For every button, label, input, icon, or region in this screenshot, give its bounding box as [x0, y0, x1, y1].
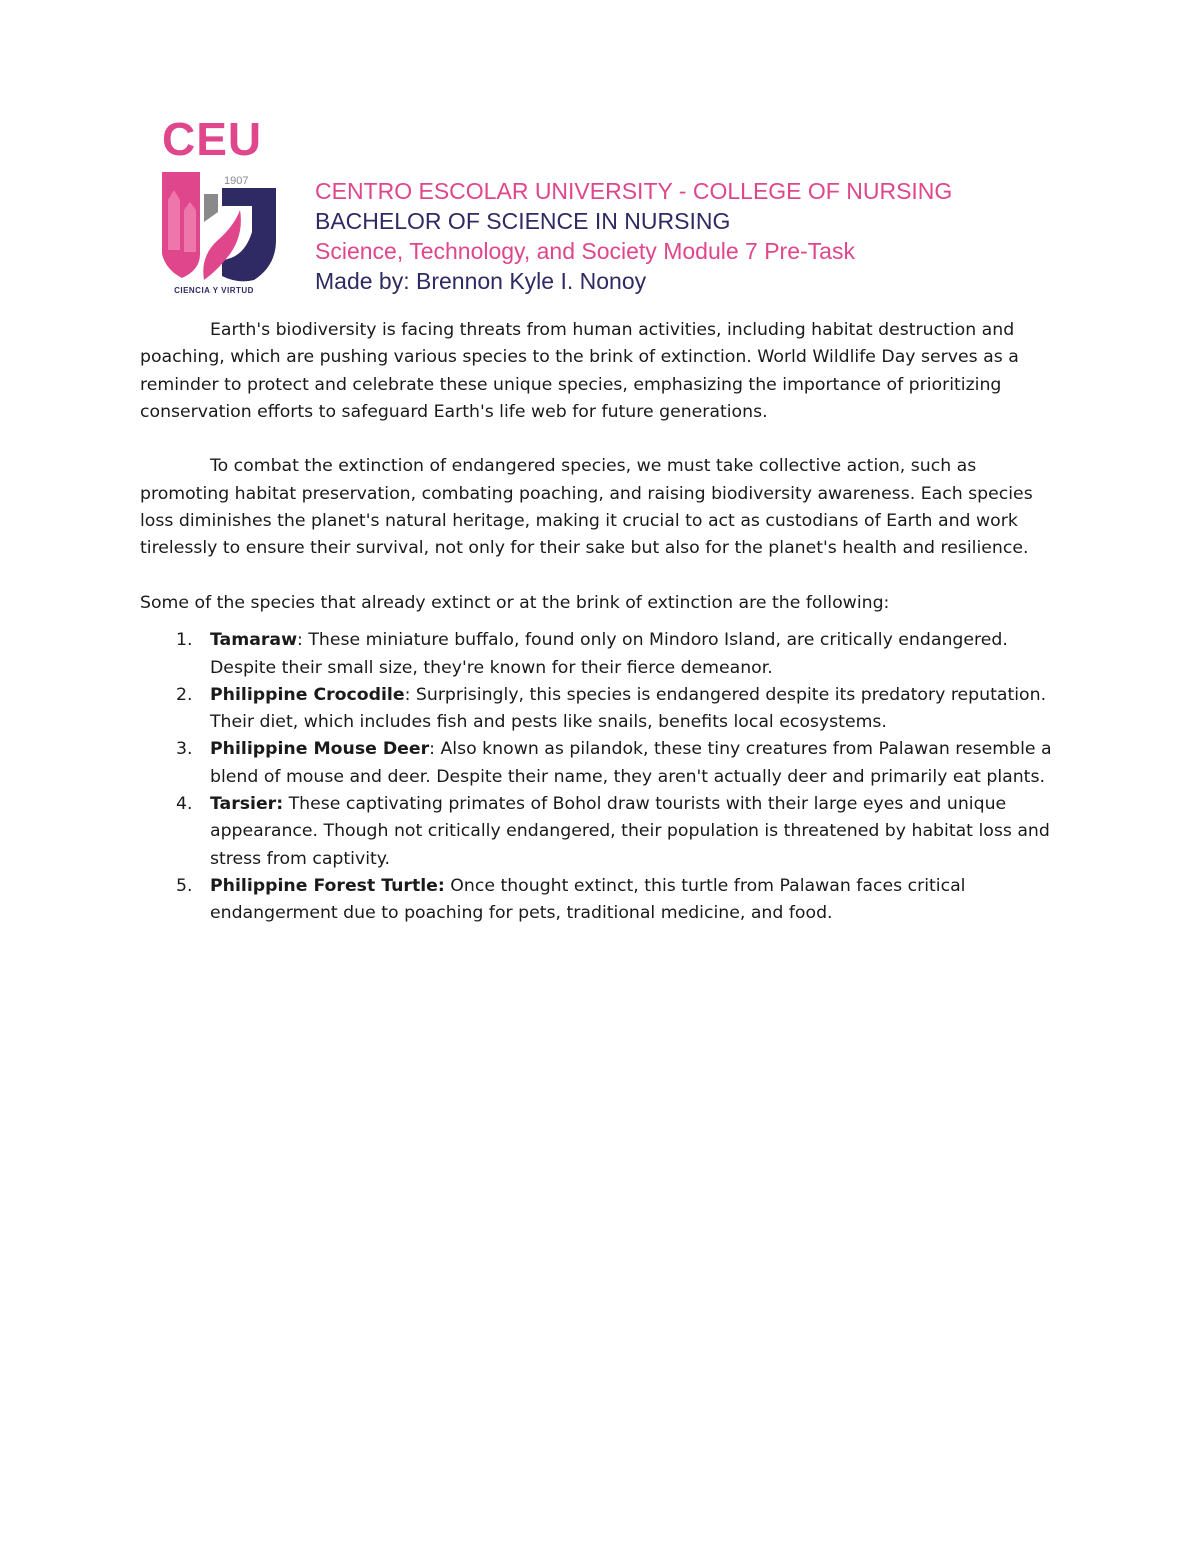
list-number: 3. — [176, 739, 193, 760]
species-intro: Some of the species that already extinct or at the brink of extinction are the following: — [140, 592, 890, 613]
list-number: 2. — [176, 684, 193, 705]
ceu-logo — [140, 110, 288, 310]
species-description: These captivating primates of Bohol draw tourists with their large eyes and unique appearance. Though not critically endangered, their population is threatened by habitat loss and stress from captivity. — [210, 794, 1050, 869]
list-item — [140, 682, 1065, 737]
species-name: Philippine Forest Turtle: — [210, 875, 445, 896]
logo-shield-icon — [160, 170, 278, 284]
list-number: 4. — [176, 794, 193, 815]
university-title: CENTRO ESCOLAR UNIVERSITY - COLLEGE OF NURSING — [315, 178, 953, 204]
species-description: : Also known as pilandok, these tiny creatures from Palawan resemble a blend of mouse and deer. Despite their name, they aren't actually deer and primarily eat plants. — [210, 739, 1052, 787]
species-name: Philippine Crocodile — [210, 684, 405, 705]
logo-motto: CIENCIA Y VIRTUD — [174, 286, 254, 295]
list-number: 1. — [176, 630, 193, 651]
list-item — [140, 791, 1065, 873]
program-title: BACHELOR OF SCIENCE IN NURSING — [315, 208, 731, 234]
species-list — [140, 627, 1065, 927]
logo-year: 1907 — [224, 175, 249, 187]
document-body — [140, 317, 1065, 928]
paragraph-collective-action: To combat the extinction of endangered species, we must take collective action, such as promoting habitat preservation, combating poaching, and raising biodiversity awareness. Each species loss diminishes the planet's natural heritage, making it crucial to act as custodians of Earth and work tirelessly to ensure their survival, not only for their sake but also for the planet's health and resilience. — [140, 456, 1033, 559]
species-description: Once thought extinct, this turtle from Palawan faces critical endangerment due to poaching for pets, traditional medicine, and food. — [210, 875, 966, 924]
species-description: : These miniature buffalo, found only on Mindoro Island, are critically endangered. Despite their small size, they're known for their fierce demeanor. — [210, 630, 1008, 678]
module-title: Science, Technology, and Society Module 7 Pre-Task — [315, 238, 855, 264]
paragraph-biodiversity: Earth's biodiversity is facing threats from human activities, including habitat destruction and poaching, which are pushing various species to the brink of extinction. World Wildlife Day serves as a reminder to protect and celebrate these unique species, emphasizing the importance of prioritizing conservation efforts to safeguard Earth's life web for future generations. — [140, 320, 1019, 422]
species-description: : Surprisingly, this species is endangered despite its predatory reputation. Their diet, which includes fish and pests like snails, benefits local ecosystems. — [210, 684, 1047, 733]
list-item — [140, 736, 1065, 791]
list-item — [140, 627, 1065, 682]
document-header — [315, 176, 952, 296]
list-item — [140, 873, 1065, 928]
species-name: Tamaraw — [210, 630, 298, 651]
list-number: 5. — [176, 875, 193, 896]
logo-wordmark: CEU — [162, 113, 263, 165]
species-name: Philippine Mouse Deer — [210, 739, 430, 760]
author-line: Made by: Brennon Kyle I. Nonoy — [315, 268, 647, 294]
species-name: Tarsier: — [210, 794, 284, 815]
